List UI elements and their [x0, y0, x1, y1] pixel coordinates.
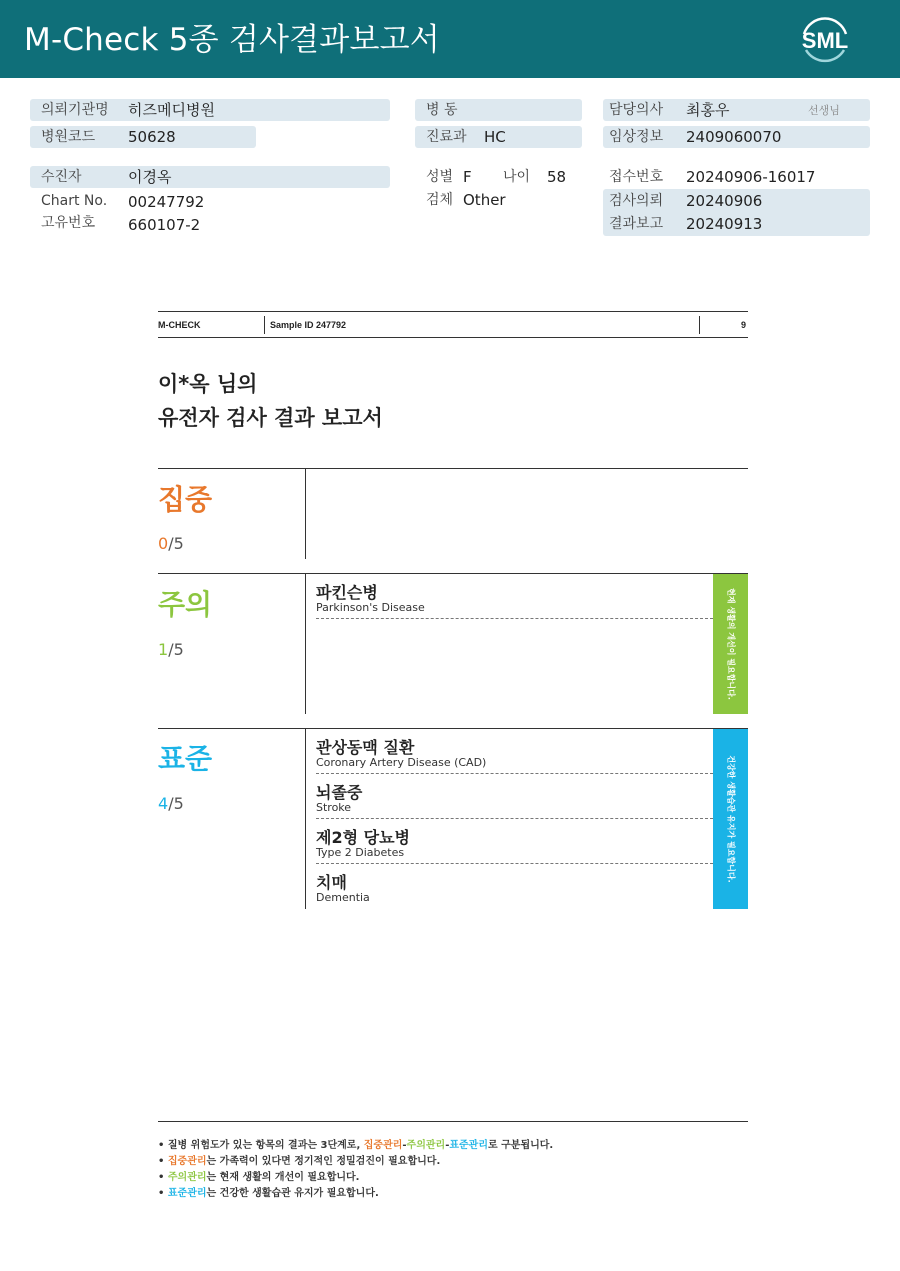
- caution-sidebar: [713, 574, 748, 714]
- note-text: 로 구분됩니다.: [487, 1140, 554, 1151]
- standard-section-divider: [305, 729, 306, 909]
- code-value: 50628: [128, 128, 176, 146]
- dept-label: 진료과: [426, 129, 467, 145]
- note-line: • 주의관리는 현재 생활의 개선이 필요합니다.: [158, 1172, 360, 1183]
- disease-separator: [316, 863, 713, 864]
- note-focus-key: 집중관리: [363, 1140, 403, 1151]
- disease-name-en: Coronary Artery Disease (CAD): [316, 756, 487, 769]
- unique-value: 660107-2: [128, 216, 201, 234]
- clinical-label: 임상정보: [609, 129, 664, 145]
- caution-count-total: /5: [168, 640, 184, 659]
- page-number: 9: [741, 320, 747, 330]
- age-label: 나이: [503, 169, 531, 185]
- doctor-value: 최홍우: [686, 101, 730, 119]
- logo-text: SML: [801, 28, 849, 53]
- caution-section-divider: [305, 574, 306, 714]
- sex-value: F: [463, 168, 472, 186]
- note-text: 는 현재 생활의 개선이 필요합니다.: [206, 1172, 360, 1183]
- caution-category-count: [158, 640, 184, 659]
- result-title-line2: 유전자 검사 결과 보고서: [158, 406, 383, 430]
- disease-name-en: Type 2 Diabetes: [316, 846, 405, 859]
- dept-value: HC: [484, 128, 506, 146]
- sml-logo: [796, 12, 854, 70]
- patient-value: 이경옥: [128, 168, 172, 186]
- sample-id: Sample ID 247792: [270, 320, 347, 330]
- note-dash: -: [402, 1140, 407, 1151]
- report-date-value: 20240913: [686, 215, 763, 233]
- disease-separator: [316, 618, 713, 619]
- standard-section-rule: [158, 728, 748, 729]
- receipt-value: 20240906-16017: [686, 168, 816, 186]
- report-header-rule: [158, 337, 748, 338]
- standard-category-count: [158, 794, 184, 813]
- report-title: M-Check 5종 검사결과보고서: [24, 22, 440, 58]
- doctor-label: 담당의사: [609, 102, 664, 118]
- caution-section-rule: [158, 573, 748, 574]
- doctor-suffix: 선생님: [808, 104, 840, 117]
- note-line: • 질병 위험도가 있는 항목의 결과는 3단계로, 집중관리-주의관리-표준관리로 구분됩니다.: [158, 1140, 554, 1151]
- hospital-value: 히즈메디병원: [128, 101, 215, 119]
- disease-name-ko: 관상동맥 질환: [316, 738, 415, 757]
- legend-notes: [158, 1138, 553, 1202]
- disease-name-en: Dementia: [316, 891, 370, 904]
- note-line: • 표준관리는 건강한 생활습관 유지가 필요합니다.: [158, 1188, 379, 1199]
- disease-separator: [316, 773, 713, 774]
- request-label: 검사의뢰: [609, 193, 664, 209]
- caution-count-value: 1: [158, 640, 169, 659]
- standard-category-name: 표준: [158, 742, 213, 775]
- focus-count-total: /5: [168, 534, 184, 553]
- report-top-rule: [158, 311, 748, 312]
- disease-name-ko: 파킨슨병: [316, 583, 378, 602]
- note-text: 는 가족력이 있다면 정기적인 정밀검진이 필요합니다.: [206, 1156, 441, 1167]
- note-line: • 집중관리는 가족력이 있다면 정기적인 정밀검진이 필요합니다.: [158, 1156, 441, 1167]
- chart-label: Chart No.: [41, 193, 108, 209]
- disease-name-ko: 치매: [316, 873, 347, 892]
- unique-label: 고유번호: [41, 215, 96, 231]
- request-value: 20240906: [686, 192, 763, 210]
- patient-label: 수진자: [41, 169, 82, 185]
- result-title-line1: 이*옥 님의: [158, 372, 258, 396]
- standard-sidebar-text: 건강한 생활습관 유지가 필요합니다.: [726, 755, 735, 883]
- disease-name-ko: 제2형 당뇨병: [316, 828, 410, 847]
- disease-name-ko: 뇌졸중: [316, 783, 363, 802]
- focus-category-name: 집중: [158, 483, 213, 516]
- caution-category-name: 주의: [158, 588, 213, 621]
- note-caution-key: 주의관리: [167, 1172, 207, 1183]
- sex-label: 성별: [426, 169, 454, 185]
- note-text: 질병 위험도가 있는 항목의 결과는 3단계로,: [167, 1140, 364, 1151]
- caution-sidebar-text: 현재 생활의 개선이 필요합니다.: [726, 588, 735, 700]
- standard-count-total: /5: [168, 794, 184, 813]
- note-focus-key: 집중관리: [167, 1156, 207, 1167]
- focus-section-divider: [305, 469, 306, 559]
- age-value: 58: [547, 168, 567, 186]
- clinical-value: 2409060070: [686, 128, 782, 146]
- ward-label: 병 동: [426, 102, 458, 118]
- patient-row-bg: [30, 166, 390, 188]
- specimen-value: Other: [463, 191, 506, 209]
- notes-top-rule: [158, 1121, 748, 1122]
- receipt-label: 접수번호: [609, 169, 664, 185]
- disease-name-en: Parkinson's Disease: [316, 601, 425, 614]
- hospital-label: 의뢰기관명: [41, 102, 109, 118]
- focus-count-value: 0: [158, 534, 169, 553]
- disease-name-en: Stroke: [316, 801, 352, 814]
- note-caution-key: 주의관리: [406, 1140, 446, 1151]
- focus-category-count: [158, 534, 184, 553]
- note-dash: -: [445, 1140, 450, 1151]
- focus-section-rule: [158, 468, 748, 469]
- note-text: 는 건강한 생활습관 유지가 필요합니다.: [206, 1188, 379, 1199]
- chart-value: 00247792: [128, 193, 205, 211]
- standard-count-value: 4: [158, 794, 169, 813]
- note-standard-key: 표준관리: [449, 1140, 488, 1151]
- code-label: 병원코드: [41, 129, 96, 145]
- brand-label: M-CHECK: [158, 320, 201, 330]
- header-divider: [264, 316, 265, 334]
- disease-separator: [316, 818, 713, 819]
- specimen-label: 검체: [426, 192, 454, 208]
- header-divider: [699, 316, 700, 334]
- report-date-label: 결과보고: [609, 216, 664, 232]
- standard-sidebar: [713, 729, 748, 909]
- note-standard-key: 표준관리: [167, 1188, 207, 1199]
